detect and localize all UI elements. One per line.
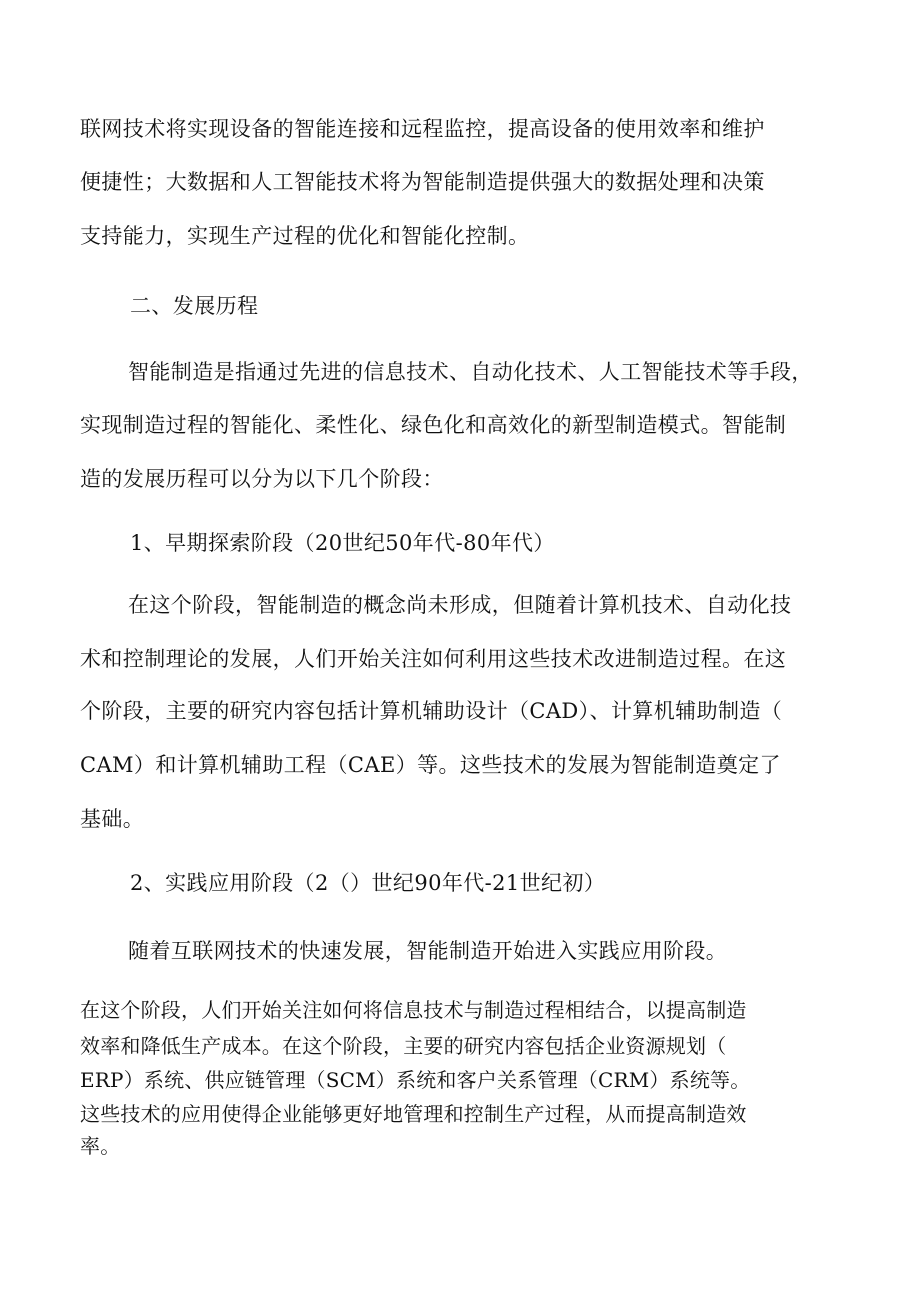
paragraph-line: 智能制造是指通过先进的信息技术、自动化技术、人工智能技术等手段， <box>128 360 813 384</box>
paragraph-line: 实现制造过程的智能化、柔性化、绿色化和高效化的新型制造模式。智能制 <box>80 413 787 437</box>
paragraph-line: 支持能力，实现生产过程的优化和智能化控制。 <box>80 224 530 248</box>
paragraph-line: 联网技术将实现设备的智能连接和远程监控，提高设备的使用效率和维护 <box>80 117 765 141</box>
paragraph-line: 效率和降低生产成本。在这个阶段，主要的研究内容包括企业资源规划（ <box>80 1034 727 1058</box>
paragraph-line: 率。 <box>80 1134 121 1158</box>
paragraph-line: 术和控制理论的发展，人们开始关注如何利用这些技术改进制造过程。在这 <box>80 647 787 671</box>
paragraph-line: 随着互联网技术的快速发展，智能制造开始进入实践应用阶段。 <box>128 939 728 963</box>
paragraph-line: 便捷性；大数据和人工智能技术将为智能制造提供强大的数据处理和决策 <box>80 170 765 194</box>
section-heading: 二、发展历程 <box>130 294 259 318</box>
paragraph-line: 基础。 <box>80 807 145 831</box>
paragraph-line: 个阶段，主要的研究内容包括计算机辅助设计（CAD）、计算机辅助制造（ <box>80 699 783 723</box>
stage2-heading: 2、实践应用阶段（2（）世纪90年代-21世纪初） <box>130 871 606 895</box>
paragraph-line: 在这个阶段，人们开始关注如何将信息技术与制造过程相结合，以提高制造 <box>80 998 747 1022</box>
paragraph-line: CAM）和计算机辅助工程（CAE）等。这些技术的发展为智能制造奠定了 <box>80 753 781 777</box>
paragraph-line: 造的发展历程可以分为以下几个阶段： <box>80 467 444 491</box>
paragraph-line: 这些技术的应用使得企业能够更好地管理和控制生产过程，从而提高制造效 <box>80 1102 747 1126</box>
paragraph-line: ERP）系统、供应链管理（SCM）系统和客户关系管理（CRM）系统等。 <box>80 1068 751 1092</box>
paragraph-line: 在这个阶段，智能制造的概念尚未形成，但随着计算机技术、自动化技 <box>128 593 792 617</box>
stage1-heading: 1、早期探索阶段（20世纪50年代-80年代） <box>130 531 555 555</box>
